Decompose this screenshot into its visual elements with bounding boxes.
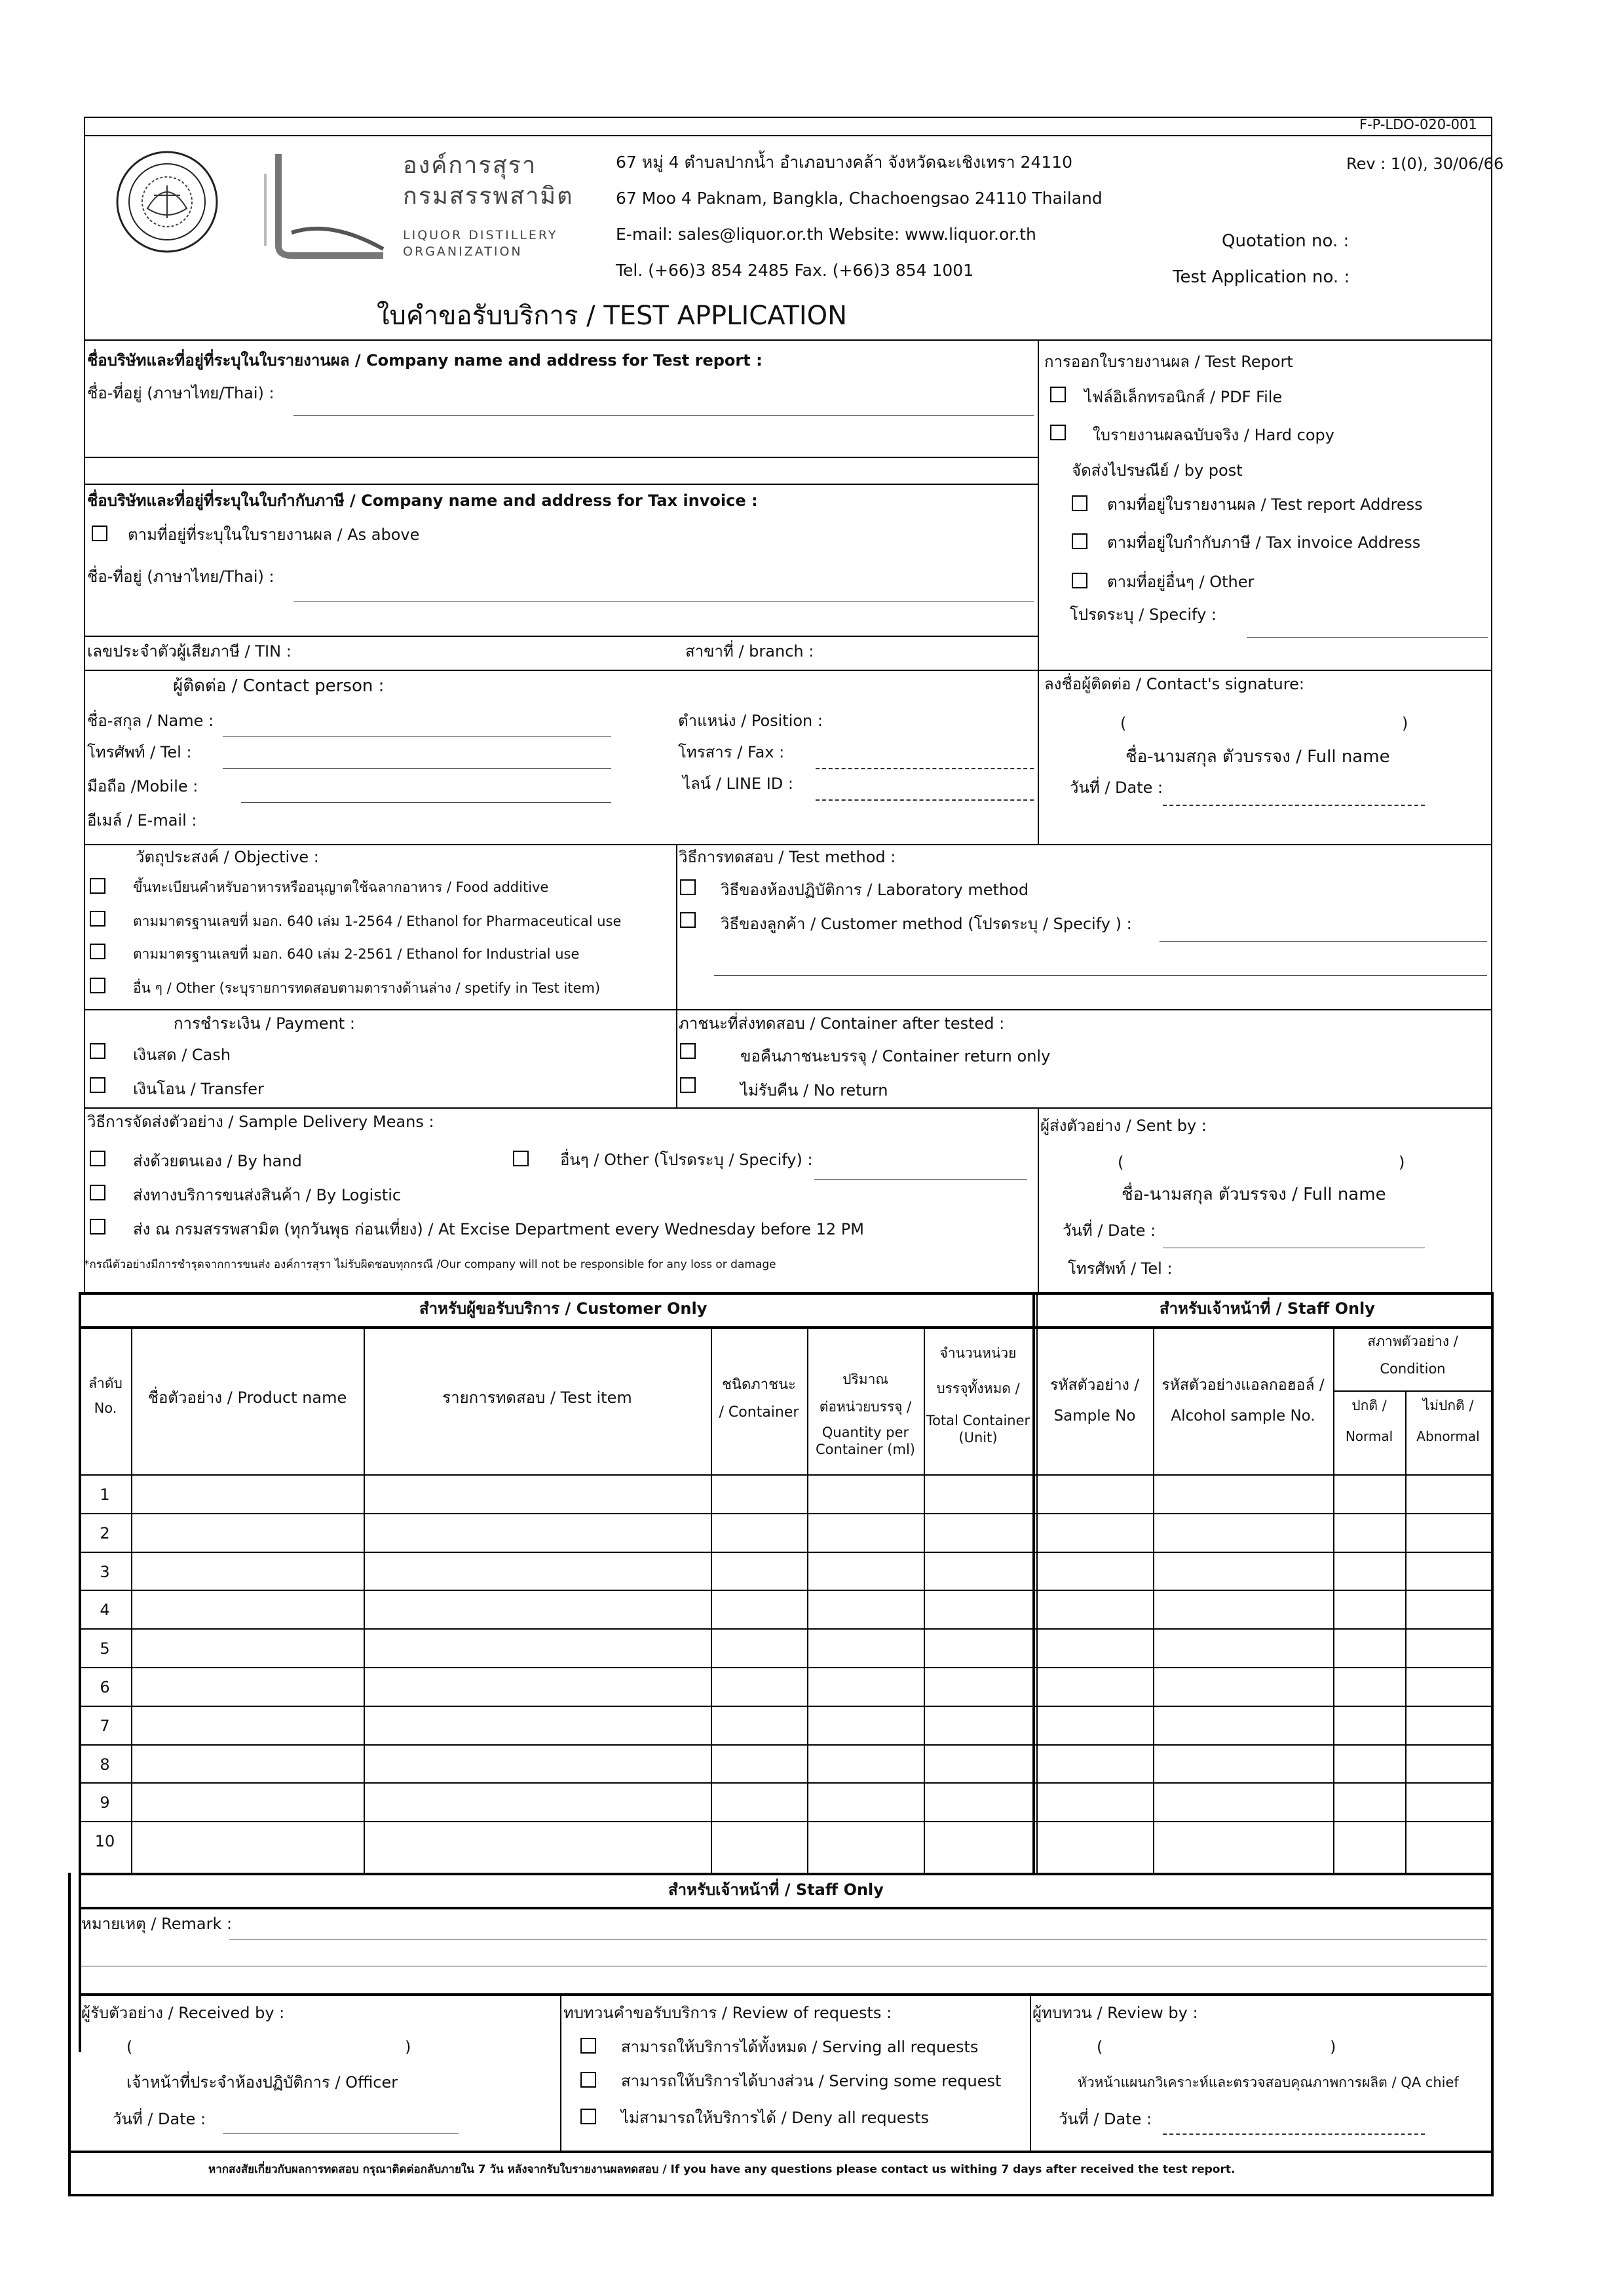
other-address-checkbox[interactable]	[1072, 573, 1087, 588]
tax-company-name-label: ชื่อ-ที่อยู่ (ภาษาไทย/Thai) :	[87, 567, 274, 586]
contact-signature-paren-close: )	[1402, 714, 1408, 733]
review-date-label: วันที่ / Date :	[1059, 2110, 1152, 2128]
customer-method-checkbox[interactable]	[680, 912, 696, 928]
row-number: 1	[100, 1485, 110, 1504]
quotation-no-label: Quotation no. :	[1222, 231, 1350, 251]
contact-position-label: ตำแหน่ง / Position :	[678, 712, 823, 730]
no-return-checkbox[interactable]	[680, 1077, 696, 1093]
table-row[interactable]	[79, 1590, 1492, 1628]
objective-checkbox-4[interactable]	[90, 978, 105, 993]
serving-some-label: สามารถให้บริการได้บางส่วน / Serving some request	[621, 2072, 1002, 2090]
contact-signature-paren-open: (	[1120, 714, 1127, 733]
col-normal-header: ปกติ / Normal	[1345, 1398, 1393, 1445]
serving-all-checkbox[interactable]	[580, 2038, 596, 2054]
objective-item-1: ขึ้นทะเบียนคำหรับอาหารหรืออนุญาตใช้ฉลากอาหาร / Food additive	[133, 879, 549, 895]
transfer-label: เงินโอน / Transfer	[133, 1080, 264, 1098]
address-thai: 67 หมู่ 4 ตำบลปากน้ำ อำเภอบางคล้า จังหวัดฉะเชิงเทรา 24110	[616, 153, 1073, 172]
contact-date-line[interactable]	[1163, 805, 1425, 806]
no-return-label: ไม่รับคืน / No return	[740, 1081, 888, 1100]
contact-heading: ผู้ติดต่อ / Contact person :	[173, 676, 385, 696]
table-row[interactable]	[79, 1474, 1492, 1513]
objective-item-3: ตามมาตรฐานเลขที่ มอก. 640 เล่ม 2-2561 / Ethanol for Industrial use	[133, 946, 580, 962]
report-address-label: ตามที่อยู่ใบรายงานผล / Test report Address	[1107, 495, 1423, 514]
logistic-checkbox[interactable]	[90, 1185, 105, 1200]
objective-checkbox-1[interactable]	[90, 878, 105, 894]
test-application-no-label: Test Application no. :	[1173, 267, 1350, 287]
specify-address-line[interactable]	[1247, 637, 1488, 638]
tin-label: เลขประจำตัวผู้เสียภาษี / TIN :	[87, 642, 292, 660]
contact-line-id-line[interactable]	[816, 799, 1034, 801]
logistic-label: ส่งทางบริการขนส่งสินค้า / By Logistic	[133, 1186, 402, 1204]
report-company-heading: ชื่อบริษัทและที่อยู่ที่ระบุในใบรายงานผล / Company name and address for Test report :	[87, 351, 763, 370]
row-number: 7	[100, 1717, 110, 1735]
contact-email-label: อีเมล์ / E-mail :	[87, 811, 197, 830]
objective-item-4: อื่น ๆ / Other (ระบุรายการทดสอบตามตารางด้านล่าง / spetify in Test item)	[133, 980, 601, 996]
transfer-checkbox[interactable]	[90, 1077, 105, 1093]
objective-checkbox-2[interactable]	[90, 911, 105, 927]
report-company-name-line[interactable]	[293, 415, 1034, 416]
customer-only-heading: สำหรับผู้ขอรับบริการ / Customer Only	[419, 1299, 708, 1318]
table-row[interactable]	[79, 1744, 1492, 1783]
serving-all-label: สามารถให้บริการได้ทั้งหมด / Serving all requests	[621, 2038, 979, 2056]
remark-label: หมายเหตุ / Remark :	[81, 1915, 233, 1933]
objective-item-2: ตามมาตรฐานเลขที่ มอก. 640 เล่ม 1-2564 / Ethanol for Pharmaceutical use	[133, 913, 622, 929]
table-row[interactable]	[79, 1706, 1492, 1744]
review-by-heading: ผู้ทบทวน / Review by :	[1032, 2004, 1198, 2022]
col-condition-header: สภาพตัวอย่าง / Condition	[1367, 1333, 1458, 1377]
delivery-note: *กรณีตัวอย่างมีการชำรุดจากการขนส่ง องค์การสุรา ไม่รับผิดชอบทุกกรณี /Our company will not be responsible for any loss or damage	[84, 1258, 776, 1271]
contact-full-name-label: ชื่อ-นามสกุล ตัวบรรจง / Full name	[1125, 747, 1390, 767]
col-alcohol-no-header: รหัสตัวอย่างแอลกอฮอล์ / Alcohol sample No.	[1161, 1377, 1325, 1425]
by-post-label: จัดส่งไปรษณีย์ / by post	[1072, 461, 1243, 480]
test-report-heading: การออกใบรายงานผล / Test Report	[1044, 353, 1293, 371]
col-container-header: ชนิดภาชนะ / Container	[719, 1377, 799, 1421]
footer-note: หากสงสัยเกี่ยวกับผลการทดสอบ กรุณาติดต่อกลับภายใน 7 วัน หลังจากรับใบรายงานผลทดสอบ / If you have any questions please contact us withing 7 days after received the test report.	[208, 2163, 1236, 2176]
staff-only-table-heading: สำหรับเจ้าหน้าที่ / Staff Only	[1160, 1299, 1375, 1318]
row-number: 4	[100, 1601, 110, 1619]
page-title: ใบคำขอรับบริการ / TEST APPLICATION	[377, 301, 848, 331]
sent-by-paren-open: (	[1118, 1153, 1124, 1172]
serving-some-checkbox[interactable]	[580, 2072, 596, 2088]
received-date-label: วันที่ / Date :	[113, 2110, 206, 2128]
contact-name-label: ชื่อ-สกุล / Name :	[87, 712, 214, 730]
row-number: 10	[94, 1832, 115, 1850]
objective-heading: วัตถุประสงค์ / Objective :	[136, 848, 319, 866]
customer-method-line-1[interactable]	[1160, 941, 1487, 942]
received-by-paren-close: )	[405, 2038, 411, 2056]
qa-chief-label: หัวหน้าแผนกวิเคราะห์และตรวจสอบคุณภาพการผลิต / QA chief	[1078, 2075, 1459, 2090]
review-requests-heading: ทบทวนคำขอรับบริการ / Review of requests :	[563, 2004, 892, 2022]
sent-by-full-name-label: ชื่อ-นามสกุล ตัวบรรจง / Full name	[1122, 1185, 1386, 1204]
excise-label: ส่ง ณ กรมสรรพสามิต (ทุกวันพุธ ก่อนเที่ยง) / At Excise Department every Wednesday before 12 PM	[133, 1220, 864, 1238]
delivery-other-label: อื่นๆ / Other (โปรดระบุ / Specify) :	[560, 1151, 813, 1169]
row-number: 2	[100, 1524, 110, 1542]
email-website: E-mail: sales@liquor.or.th Website: www.liquor.or.th	[616, 225, 1036, 244]
form-code: F-P-LDO-020-001	[1359, 117, 1477, 132]
received-date-line[interactable]	[223, 2133, 459, 2134]
as-above-label: ตามที่อยู่ที่ระบุในใบรายงานผล / As above	[128, 526, 420, 544]
sent-by-date-label: วันที่ / Date :	[1063, 1221, 1156, 1240]
org-name-eng-1: LIQUOR DISTILLERY	[403, 228, 558, 242]
pdf-file-checkbox[interactable]	[1050, 387, 1066, 402]
col-quantity-header: ปริมาณ ต่อหน่วยบรรจุ / Quantity per Container (ml)	[816, 1371, 915, 1457]
as-above-checkbox[interactable]	[92, 526, 107, 541]
table-row[interactable]	[79, 1821, 1492, 1860]
contact-date-label: วันที่ / Date :	[1070, 778, 1163, 797]
table-row[interactable]	[79, 1782, 1492, 1821]
branch-label: สาขาที่ / branch :	[685, 642, 814, 660]
contact-signature-heading: ลงชื่อผู้ติดต่อ / Contact's signature:	[1044, 675, 1304, 693]
payment-heading: การชำระเงิน / Payment :	[174, 1014, 355, 1033]
seal-logo	[115, 149, 219, 254]
row-number: 9	[100, 1793, 110, 1812]
col-total-header: จำนวนหน่วย บรรจุทั้งหมด / Total Container (Unit)	[926, 1345, 1030, 1445]
col-no-header: ลำดับ No.	[88, 1375, 123, 1417]
review-date-line[interactable]	[1163, 2133, 1425, 2135]
container-return-checkbox[interactable]	[680, 1043, 696, 1059]
row-number: 3	[100, 1563, 110, 1581]
table-row[interactable]	[79, 1628, 1492, 1667]
row-number: 5	[100, 1639, 110, 1658]
table-row[interactable]	[79, 1667, 1492, 1706]
specify-address-label: โปรดระบุ / Specify :	[1070, 605, 1217, 624]
customer-method-line-2[interactable]	[714, 975, 1487, 976]
delivery-heading: วิธีการจัดส่งตัวอย่าง / Sample Delivery Means :	[87, 1113, 434, 1131]
col-test-item-header: รายการทดสอบ / Test item	[442, 1388, 632, 1407]
cash-label: เงินสด / Cash	[133, 1046, 231, 1064]
contact-mobile-line[interactable]	[241, 802, 611, 803]
deny-all-label: ไม่สามารถให้บริการได้ / Deny all requests	[621, 2109, 929, 2127]
row-number: 6	[100, 1678, 110, 1696]
tax-address-checkbox[interactable]	[1072, 533, 1087, 549]
objective-checkbox-3[interactable]	[90, 944, 105, 959]
hard-copy-checkbox[interactable]	[1050, 425, 1066, 440]
staff-only-heading: สำหรับเจ้าหน้าที่ / Staff Only	[668, 1881, 884, 1899]
received-by-paren-open: (	[126, 2038, 133, 2056]
test-method-heading: วิธีการทดสอบ / Test method :	[679, 848, 896, 866]
table-row[interactable]	[79, 1513, 1492, 1552]
by-hand-checkbox[interactable]	[90, 1151, 105, 1166]
sent-by-tel-label: โทรศัพท์ / Tel :	[1068, 1259, 1173, 1278]
org-name-thai-1: องค์การสุรา	[403, 152, 537, 179]
review-by-paren-open: (	[1097, 2038, 1103, 2056]
lab-method-label: วิธีของห้องปฏิบัติการ / Laboratory method	[721, 881, 1029, 899]
sent-by-paren-close: )	[1399, 1153, 1405, 1172]
report-company-name-label: ชื่อ-ที่อยู่ (ภาษาไทย/Thai) :	[87, 384, 274, 402]
delivery-other-line[interactable]	[814, 1179, 1027, 1180]
received-by-heading: ผู้รับตัวอย่าง / Received by :	[81, 2004, 285, 2022]
officer-label: เจ้าหน้าที่ประจำห้องปฏิบัติการ / Officer	[126, 2073, 398, 2092]
deny-all-checkbox[interactable]	[580, 2109, 596, 2124]
delivery-other-checkbox[interactable]	[513, 1151, 529, 1166]
table-row[interactable]	[79, 1552, 1492, 1590]
container-return-label: ขอคืนภาชนะบรรจุ / Container return only	[740, 1047, 1051, 1065]
col-product-header: ชื่อตัวอย่าง / Product name	[147, 1388, 347, 1407]
contact-mobile-label: มือถือ /Mobile :	[87, 777, 198, 795]
ldo-logo	[252, 147, 390, 262]
sent-by-heading: ผู้ส่งตัวอย่าง / Sent by :	[1040, 1117, 1207, 1135]
org-name-thai-2: กรมสรรพสามิต	[403, 183, 574, 210]
lab-method-checkbox[interactable]	[680, 879, 696, 895]
row-number: 8	[100, 1755, 110, 1774]
other-address-label: ตามที่อยู่อื่นๆ / Other	[1107, 573, 1255, 591]
col-abnormal-header: ไม่ปกติ / Abnormal	[1416, 1398, 1480, 1445]
contact-line-label: ไลน์ / LINE ID :	[683, 775, 793, 793]
tel-fax: Tel. (+66)3 854 2485 Fax. (+66)3 854 1001	[616, 261, 974, 280]
org-name-eng-2: ORGANIZATION	[403, 244, 523, 259]
container-heading: ภาชนะที่ส่งทดสอบ / Container after tested :	[679, 1014, 1005, 1033]
tax-company-heading: ชื่อบริษัทและที่อยู่ที่ระบุในใบกำกับภาษี / Company name and address for Tax invoice :	[87, 491, 758, 510]
address-eng: 67 Moo 4 Paknam, Bangkla, Chachoengsao 24110 Thailand	[616, 189, 1103, 208]
customer-method-label: วิธีของลูกค้า / Customer method (โปรดระบุ / Specify ) :	[721, 915, 1132, 933]
contact-tel-label: โทรศัพท์ / Tel :	[87, 743, 192, 761]
contact-tel-line[interactable]	[223, 768, 611, 769]
review-by-paren-close: )	[1330, 2038, 1336, 2056]
col-sample-no-header: รหัสตัวอย่าง / Sample No	[1050, 1377, 1139, 1425]
rev-label: Rev : 1(0), 30/06/66	[1346, 155, 1504, 173]
pdf-file-label: ไฟล์อิเล็กทรอนิกส์ / PDF File	[1084, 388, 1283, 406]
cash-checkbox[interactable]	[90, 1043, 105, 1059]
report-address-checkbox[interactable]	[1072, 495, 1087, 511]
excise-checkbox[interactable]	[90, 1219, 105, 1234]
by-hand-label: ส่งด้วยตนเอง / By hand	[133, 1152, 302, 1170]
hard-copy-label: ใบรายงานผลฉบับจริง / Hard copy	[1093, 426, 1334, 444]
contact-fax-line[interactable]	[816, 768, 1034, 769]
contact-fax-label: โทรสาร / Fax :	[678, 743, 785, 761]
tax-address-label: ตามที่อยู่ใบกำกับภาษี / Tax invoice Address	[1107, 533, 1421, 552]
